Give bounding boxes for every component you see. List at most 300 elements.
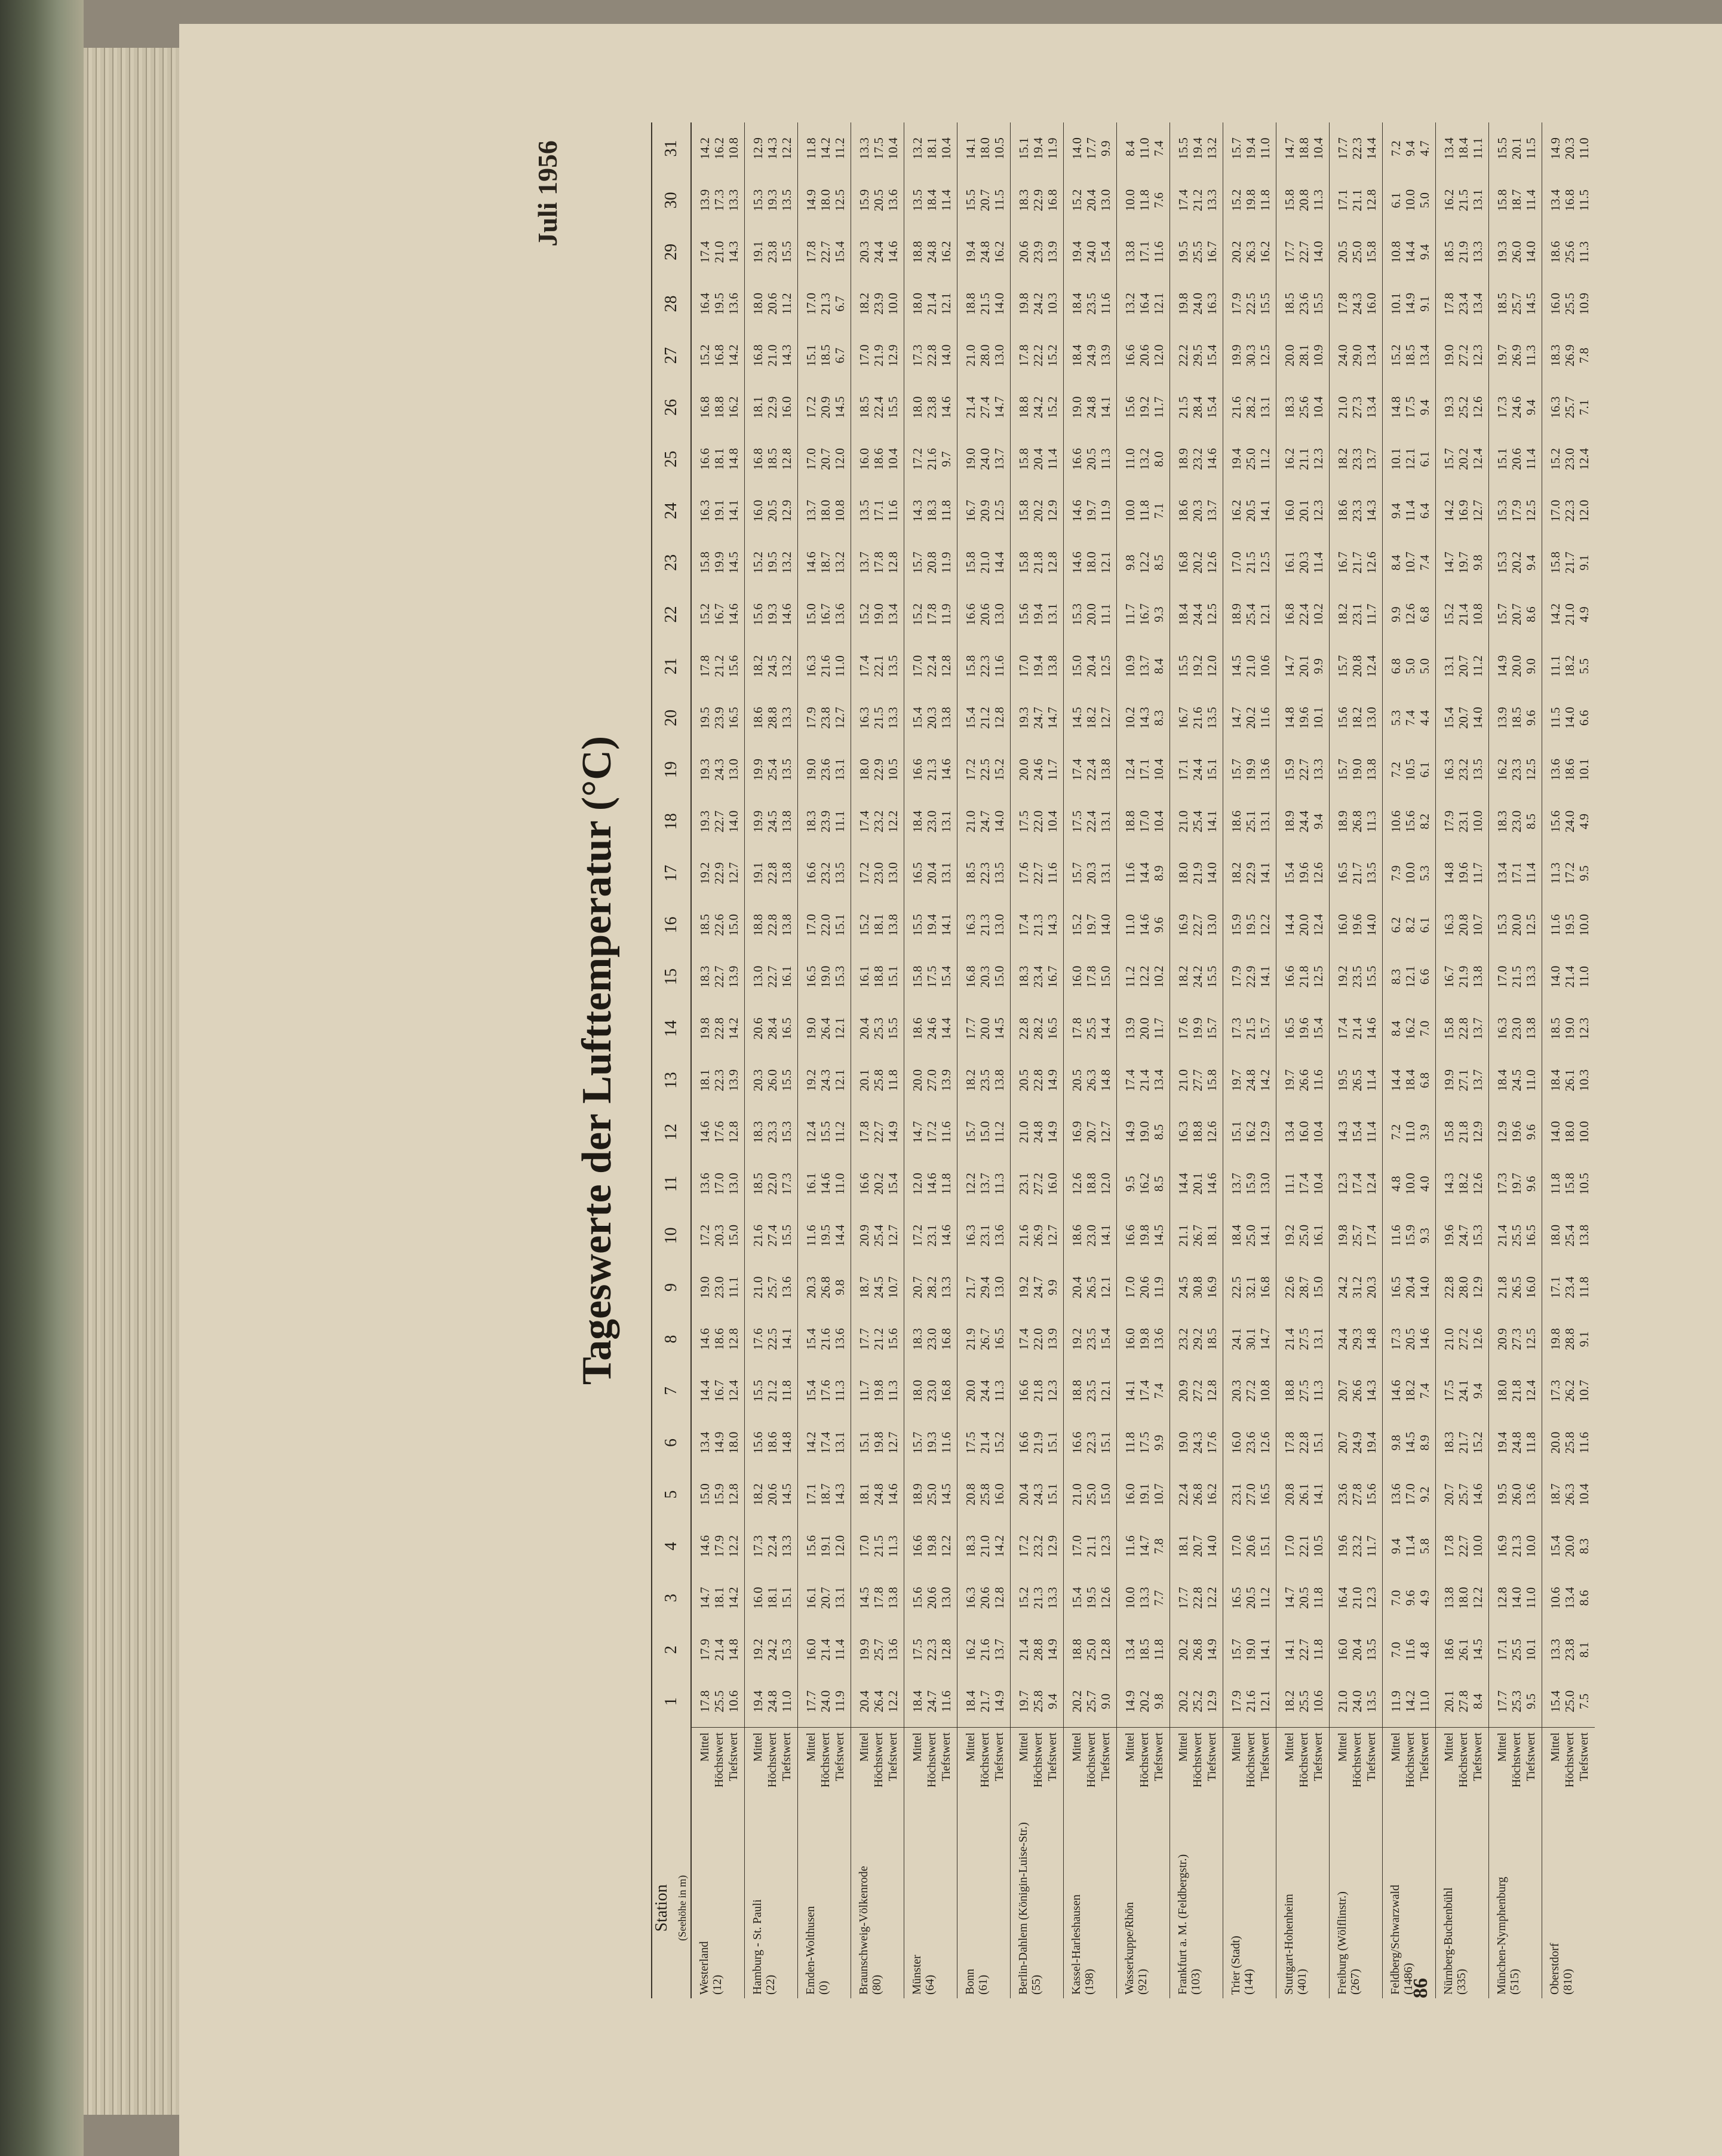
temperature-value: 14.3 [779,344,794,367]
day-values [1064,951,1117,1003]
temperature-value: 18.5 [1205,1328,1219,1351]
temperature-value: 27.7 [1190,1069,1205,1091]
day-values [1170,588,1223,640]
temperature-value: 15.7 [1258,1017,1272,1040]
day-values [1064,485,1117,537]
temperature-value: 19.0 [1442,344,1456,367]
day-values [851,1624,904,1676]
temperature-value: 5.0 [1417,658,1432,674]
temperature-value: 11.8 [1524,1431,1538,1453]
day-values [1223,847,1276,899]
temperature-value: 18.2 [1084,707,1098,729]
temperature-value: 9.1 [1577,1331,1591,1347]
day-header: 2 [652,1624,691,1676]
day-values [798,226,851,278]
station-cell [1436,1818,1489,1998]
temperature-value: 15.7 [1070,862,1084,885]
temperature-value: 18.8 [1297,137,1311,160]
day-values [1117,278,1170,330]
day-values [1170,433,1223,485]
temperature-value: 12.9 [751,137,765,160]
temperature-value: 19.5 [1084,1587,1098,1609]
temperature-value: 14.1 [1258,1639,1272,1661]
temperature-value: 12.1 [1258,603,1272,625]
temperature-value: 15.2 [1045,396,1060,419]
temperature-value: 14.1 [939,914,953,936]
temperature-value: 14.2 [1258,1069,1272,1091]
temperature-value: 16.0 [857,448,871,470]
temperature-value: 23.2 [1190,448,1205,470]
temperature-value: 14.8 [1364,1328,1379,1351]
temperature-value: 11.9 [1045,137,1060,160]
measure-labels [1330,1728,1383,1818]
day-values [1117,1572,1170,1624]
temperature-value: 20.6 [765,1483,779,1505]
day-values [1170,1417,1223,1469]
temperature-value: 14.8 [1098,1069,1113,1091]
temperature-value: 20.2 [1456,448,1471,470]
temperature-value: 28.8 [765,707,779,729]
temperature-value: 12.2 [1258,914,1272,936]
temperature-value: 7.5 [1577,1693,1591,1710]
temperature-value: 21.4 [978,1431,992,1454]
temperature-value: 14.4 [939,1017,953,1040]
temperature-value: 23.4 [1563,1276,1577,1299]
temperature-value: 23.4 [1456,293,1471,315]
day-values [957,1417,1011,1469]
temperature-value: 25.5 [1509,1224,1524,1247]
day-values [1011,382,1064,434]
temperature-value: 10.4 [1045,810,1060,833]
temperature-value: 18.9 [1336,810,1350,833]
temperature-value: 19.8 [871,1379,886,1402]
temperature-value: 8.5 [1152,554,1166,571]
temperature-value: 13.1 [939,862,953,885]
temperature-value: 13.1 [1045,603,1060,625]
temperature-value: 16.6 [804,862,818,885]
temperature-value: 24.8 [765,1690,779,1713]
temperature-value: 13.5 [1364,862,1379,885]
temperature-value: 15.1 [1045,1431,1060,1454]
day-values [1330,796,1383,848]
temperature-value: 9.5 [1577,865,1591,881]
temperature-value: 19.4 [1495,1431,1509,1454]
temperature-value: 12.0 [1098,1173,1113,1195]
temperature-value: 17.0 [1070,1535,1084,1557]
day-values [851,1158,904,1210]
temperature-value: 18.3 [751,1121,765,1143]
station-name: Bonn [963,1968,977,1995]
temperature-value: 15.3 [1495,914,1509,936]
temperature-value: 26.1 [1563,1069,1577,1091]
day-values [1542,1676,1595,1728]
temperature-value: 7.1 [1577,399,1591,415]
temperature-value: 24.6 [925,1017,939,1040]
temperature-value: 21.1 [1084,1535,1098,1557]
temperature-value: 15.5 [886,396,900,419]
temperature-value: 17.4 [1017,914,1031,936]
temperature-value: 16.4 [1336,1587,1350,1609]
measure-label: Tiefstwert [780,1732,793,1781]
day-header: 20 [652,692,691,744]
temperature-value: 11.6 [1311,1069,1325,1091]
temperature-value: 15.8 [963,655,978,677]
day-values [1383,536,1436,588]
day-values [1276,847,1330,899]
measure-labels [1117,1728,1170,1818]
day-values [1117,174,1170,226]
day-values [1330,1676,1383,1728]
temperature-value: 10.1 [1524,1639,1538,1661]
temperature-value: 17.5 [1137,1431,1152,1454]
temperature-value: 11.7 [1045,759,1060,781]
measure-label: Mittel [964,1732,977,1762]
temperature-value: 14.1 [963,137,978,160]
temperature-value: 13.4 [1152,1069,1166,1091]
day-values [745,1520,798,1572]
day-values [1011,226,1064,278]
temperature-value: 15.5 [886,1017,900,1040]
day-values [1436,951,1489,1003]
temperature-value: 14.0 [992,810,1006,833]
temperature-value: 21.5 [871,707,886,729]
temperature-value: 14.5 [1229,655,1244,677]
measure-label: Mittel [1336,1732,1349,1762]
day-values [1064,1468,1117,1520]
day-values [904,951,957,1003]
temperature-value: 20.3 [1364,1276,1379,1299]
temperature-value: 22.4 [1084,759,1098,781]
temperature-value: 21.0 [1244,655,1258,677]
day-values [1542,796,1595,848]
temperature-value: 15.5 [818,1121,833,1143]
temperature-value: 18.1 [698,1069,712,1091]
day-values [851,1468,904,1520]
temperature-value: 20.3 [1563,137,1577,160]
temperature-value: 8.5 [1152,1124,1166,1140]
temperature-value: 12.2 [886,810,900,833]
day-values [798,1313,851,1365]
temperature-value: 20.4 [1084,655,1098,677]
temperature-value: 15.5 [779,1069,794,1091]
temperature-value: 12.2 [939,1535,953,1557]
temperature-value: 26.5 [1509,1276,1524,1299]
temperature-value: 11.3 [1364,811,1379,833]
temperature-value: 16.2 [712,137,726,160]
day-header: 18 [652,796,691,848]
day-values [851,382,904,434]
temperature-value: 13.1 [833,1431,847,1454]
day-values [745,951,798,1003]
day-values [1064,1106,1117,1158]
temperature-value: 12.4 [1364,655,1379,677]
temperature-value: 12.1 [1403,965,1417,988]
day-values [1011,1676,1064,1728]
temperature-value: 11.0 [1123,914,1137,936]
day-values [1011,1624,1064,1676]
temperature-value: 16.0 [1336,914,1350,936]
day-values [1223,1676,1276,1728]
temperature-value: 20.7 [1190,1535,1205,1557]
temperature-value: 18.3 [1548,344,1563,367]
station-elevation: (921) [1136,1968,1149,1995]
day-values [798,1158,851,1210]
day-values [1011,1468,1064,1520]
temperature-value: 12.1 [1098,1379,1113,1402]
temperature-value: 4.7 [1417,140,1432,157]
temperature-value: 16.8 [1258,1276,1272,1299]
day-values [1170,1106,1223,1158]
temperature-value: 13.3 [1311,759,1325,781]
day-values [957,1468,1011,1520]
temperature-value: 18.6 [1563,759,1577,781]
day-values [1383,796,1436,848]
month-header: Juli 1956 [532,140,563,247]
temperature-value: 19.4 [1031,603,1045,625]
day-values [798,485,851,537]
day-header: 10 [652,1210,691,1262]
temperature-value: 12.5 [1258,551,1272,574]
temperature-value: 19.7 [1509,1173,1524,1195]
day-values [1383,640,1436,692]
temperature-value: 25.3 [871,1017,886,1040]
temperature-value: 12.9 [1258,1121,1272,1143]
temperature-value: 10.4 [886,448,900,470]
temperature-value: 19.7 [1084,499,1098,522]
temperature-value: 20.0 [978,1017,992,1040]
day-values [1383,951,1436,1003]
temperature-value: 27.0 [925,1069,939,1091]
temperature-value: 10.6 [1548,1587,1563,1609]
day-values [691,1106,745,1158]
temperature-value: 13.4 [1471,293,1485,315]
station-row [1383,122,1436,1998]
temperature-value: 14.5 [939,1483,953,1505]
temperature-value: 21.2 [1190,189,1205,211]
temperature-value: 18.6 [1548,241,1563,263]
temperature-value: 30.1 [1244,1328,1258,1351]
temperature-value: 20.0 [1084,603,1098,625]
temperature-value: 15.2 [1070,914,1084,936]
temperature-value: 23.5 [1350,965,1364,988]
temperature-value: 20.3 [804,1276,818,1299]
temperature-value: 25.7 [1509,293,1524,315]
day-header: 4 [652,1520,691,1572]
temperature-value: 14.6 [698,1121,712,1143]
temperature-value: 10.4 [1152,810,1166,833]
temperature-value: 18.8 [751,914,765,936]
temperature-value: 12.2 [1471,1587,1485,1609]
measure-labels [1170,1728,1223,1818]
day-values [1223,1210,1276,1262]
temperature-value: 17.6 [712,1121,726,1143]
day-values [1011,485,1064,537]
day-values [1223,1468,1276,1520]
temperature-value: 24.7 [978,810,992,833]
temperature-value: 22.4 [925,655,939,677]
temperature-value: 11.3 [1098,448,1113,470]
day-values [1011,899,1064,951]
temperature-value: 13.8 [779,810,794,833]
day-values [1276,122,1330,174]
temperature-value: 13.8 [992,1069,1006,1091]
measure-label: Tiefstwert [886,1732,900,1781]
day-values [851,588,904,640]
temperature-value: 17.2 [1563,862,1577,885]
day-values [1542,122,1595,174]
day-values [1383,1417,1436,1469]
temperature-value: 15.7 [1442,448,1456,470]
temperature-value: 16.6 [1017,1379,1031,1402]
day-values [1383,1676,1436,1728]
temperature-value: 12.8 [726,1328,741,1351]
temperature-value: 17.9 [1509,499,1524,522]
temperature-value: 17.1 [1548,1276,1563,1299]
day-values [745,692,798,744]
temperature-value: 17.8 [1442,293,1456,315]
temperature-value: 12.6 [1364,551,1379,574]
temperature-value: 11.4 [939,189,953,211]
day-values [851,122,904,174]
station-row [1170,122,1223,1998]
temperature-value: 19.5 [1176,241,1190,263]
temperature-value: 25.4 [1244,603,1258,625]
temperature-value: 7.4 [1152,1383,1166,1399]
temperature-value: 24.1 [1229,1328,1244,1351]
temperature-value: 20.6 [1017,241,1031,263]
temperature-value: 16.0 [1123,1483,1137,1505]
station-name: München-Nymphenburg [1495,1876,1508,1995]
temperature-value: 7.8 [1577,348,1591,364]
temperature-value: 12.4 [1123,759,1137,781]
day-values [1489,796,1542,848]
day-values [851,1417,904,1469]
day-values [1330,951,1383,1003]
temperature-value: 11.6 [804,1225,818,1247]
temperature-value: 16.7 [712,603,726,625]
temperature-value: 12.1 [1258,1690,1272,1713]
temperature-value: 17.7 [804,1690,818,1713]
temperature-value: 11.8 [1311,1639,1325,1661]
temperature-value: 5.3 [1389,710,1403,726]
temperature-value: 20.4 [857,1017,871,1040]
day-values [1117,1054,1170,1106]
temperature-value: 25.0 [1563,1690,1577,1713]
day-values [904,796,957,848]
temperature-value: 20.8 [1297,189,1311,211]
temperature-value: 7.2 [1389,762,1403,778]
day-values [1064,536,1117,588]
station-name: Wasserkuppe/Rhön [1123,1902,1136,1995]
temperature-value: 17.0 [1123,1276,1137,1299]
temperature-value: 23.0 [925,810,939,833]
temperature-value: 17.0 [804,293,818,315]
temperature-value: 10.7 [1403,551,1417,574]
temperature-value: 21.0 [765,344,779,367]
temperature-value: 19.9 [712,551,726,574]
temperature-value: 8.4 [1389,1020,1403,1036]
day-values [1276,1002,1330,1054]
day-values [904,433,957,485]
temperature-value: 21.9 [1190,862,1205,885]
temperature-value: 14.4 [1389,1069,1403,1091]
temperature-value: 23.0 [1509,1017,1524,1040]
day-values [904,640,957,692]
station-row [1064,122,1117,1998]
day-values [1276,1054,1330,1106]
day-values [1489,1520,1542,1572]
temperature-value: 12.8 [726,1483,741,1505]
temperature-value: 16.2 [939,241,953,263]
temperature-value: 10.5 [1311,1535,1325,1557]
temperature-value: 22.3 [1084,1431,1098,1454]
temperature-value: 9.9 [1311,658,1325,674]
temperature-value: 25.3 [1509,1690,1524,1713]
temperature-value: 11.4 [1403,500,1417,522]
temperature-value: 11.6 [1403,1639,1417,1661]
day-values [691,174,745,226]
station-cell [1117,1818,1170,1998]
temperature-value: 24.3 [1031,1483,1045,1505]
temperature-value: 15.3 [779,1121,794,1143]
temperature-value: 13.8 [1577,1224,1591,1247]
temperature-value: 24.7 [1031,707,1045,729]
temperature-value: 18.6 [1442,1639,1456,1661]
temperature-value: 18.0 [857,759,871,781]
temperature-value: 17.0 [1229,551,1244,574]
temperature-value: 14.9 [1045,1069,1060,1091]
temperature-value: 22.5 [1229,1276,1244,1299]
temperature-value: 13.3 [779,707,794,729]
day-values [1383,1520,1436,1572]
day-values [1223,1002,1276,1054]
measure-labels [1383,1728,1436,1818]
temperature-value: 15.7 [1205,1017,1219,1040]
day-values [1330,692,1383,744]
temperature-value: 16.8 [1563,189,1577,211]
temperature-value: 20.4 [857,1690,871,1713]
temperature-value: 12.0 [833,448,847,470]
temperature-value: 7.0 [1389,1590,1403,1606]
temperature-value: 9.6 [1524,710,1538,726]
day-values [1170,1158,1223,1210]
temperature-value: 6.8 [1417,1072,1432,1088]
temperature-value: 18.2 [751,655,765,677]
temperature-value: 18.1 [1176,1535,1190,1557]
station-row [1117,122,1170,1998]
temperature-value: 23.3 [765,1121,779,1143]
temperature-value: 18.1 [857,1483,871,1505]
temperature-value: 11.0 [1524,1069,1538,1091]
day-values [745,1572,798,1624]
temperature-value: 19.5 [712,293,726,315]
day-values [1542,433,1595,485]
temperature-value: 12.7 [1098,707,1113,729]
temperature-value: 17.3 [1495,1173,1509,1195]
temperature-value: 12.6 [1471,396,1485,419]
temperature-value: 17.3 [910,344,925,367]
temperature-value: 13.7 [857,551,871,574]
day-values [691,588,745,640]
day-values [1223,226,1276,278]
temperature-value: 15.3 [1471,1224,1485,1247]
temperature-value: 14.9 [886,1121,900,1143]
temperature-value: 19.7 [1229,1069,1244,1091]
temperature-value: 15.4 [886,1173,900,1195]
day-values [1170,330,1223,382]
station-name: Oberstdorf [1548,1943,1561,1995]
temperature-value: 21.3 [1031,914,1045,936]
